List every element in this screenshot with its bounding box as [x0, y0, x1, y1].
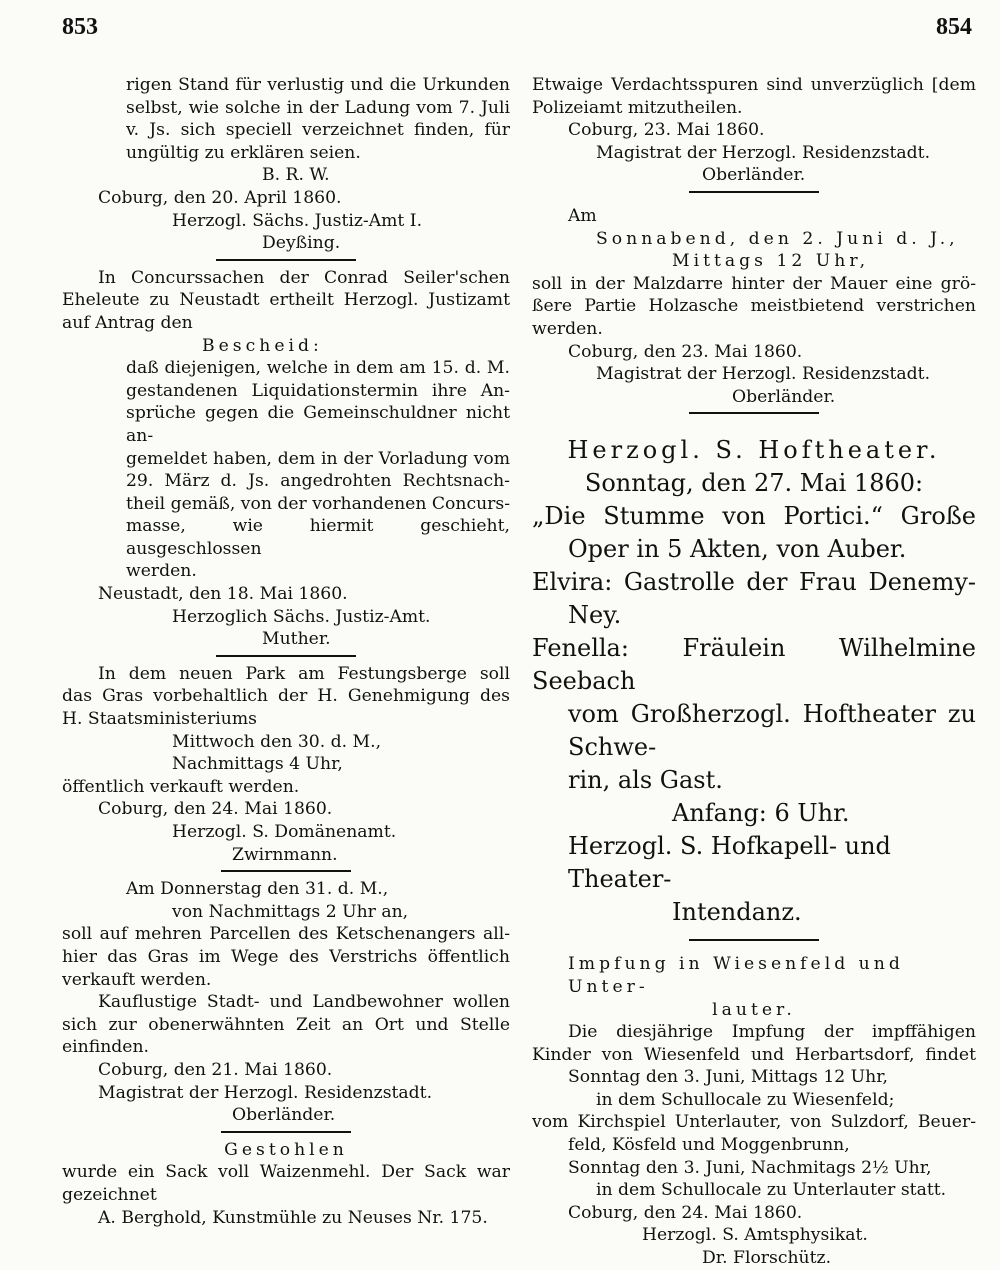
notice-dateline: Coburg, den 24. Mai 1860.	[568, 1202, 803, 1223]
notice-line: vom Kirchspiel Unterlauter, von Sulzdorf, Beuer-	[532, 1112, 976, 1133]
notice-line: gezeichnet	[62, 1184, 157, 1205]
notice-body-line: sprüche gegen die Gemeinschuldner nicht an-	[126, 403, 510, 446]
notice-line: Sonntag den 3. Juni, Nachmitags 2½ Uhr,	[568, 1157, 932, 1178]
notice-grass-ketschenanger	[62, 878, 510, 1127]
notice-dateline: Coburg, den 23. Mai 1860.	[568, 341, 803, 362]
notice-body-line: 29. März d. Js. angedrohten Rechtsnach-	[126, 471, 510, 492]
notice-vaccination	[532, 953, 976, 1269]
notice-loss-of-rights	[62, 74, 510, 255]
theatre-line: vom Großherzogl. Hoftheater zu Schwe-	[568, 700, 976, 762]
page-number-left: 853	[62, 14, 98, 40]
theatre-start: Anfang: 6 Uhr.	[672, 799, 850, 828]
notice-line: H. Staatsministeriums	[62, 709, 257, 730]
notice-authority: Herzogl. Sächs. Justiz-Amt I.	[172, 210, 423, 231]
notice-time: Am Donnerstag den 31. d. M.,	[126, 879, 389, 900]
notice-authority: Magistrat der Herzogl. Residenzstadt.	[596, 142, 931, 163]
notice-authority: Herzogl. S. Amtsphysikat.	[642, 1225, 868, 1246]
notice-dateline: Coburg, 23. Mai 1860.	[568, 120, 765, 141]
notice-line: einfinden.	[62, 1037, 149, 1058]
notice-mark: A. Berghold, Kunstmühle zu Neuses Nr. 175.	[98, 1207, 488, 1228]
notice-line: feld, Kösfeld und Moggenbrunn,	[568, 1135, 850, 1156]
notice-dateline: Coburg, den 24. Mai 1860.	[98, 799, 333, 820]
notice-line: auf Antrag den	[62, 312, 193, 333]
divider	[689, 191, 819, 193]
notice-heading: Gestohlen	[224, 1139, 348, 1160]
notice-line: Etwaige Verdachtsspuren sind unverzüglich [dem	[532, 75, 976, 95]
divider	[216, 655, 356, 657]
notice-line: in dem Schullocale zu Wiesenfeld;	[596, 1089, 895, 1110]
theatre-signature: Herzogl. S. Hofkapell- und Theater-	[568, 832, 891, 894]
right-column	[532, 74, 976, 1270]
notice-heading: Impfung in Wiesenfeld und Unter-	[568, 954, 904, 997]
theatre-date: Sonntag, den 27. Mai 1860:	[584, 469, 924, 498]
divider	[689, 412, 819, 414]
notice-time: Mittwoch den 30. d. M.,	[172, 731, 382, 752]
notice-dateline: Coburg, den 20. April 1860.	[98, 187, 342, 208]
notice-initials: B. R. W.	[262, 165, 330, 186]
theatre-line: Elvira: Gastrolle der Frau Denemy-	[532, 568, 976, 597]
notice-line: Polizeiamt mitzutheilen.	[532, 97, 743, 118]
notice-time: Nachmittags 4 Uhr,	[172, 754, 343, 775]
theatre-line: „Die Stumme von Portici.“ Große	[532, 502, 976, 531]
notice-body-line: theil gemäß, von der vorhandenen Concurs-	[126, 493, 510, 514]
notice-signature: Oberländer.	[702, 165, 806, 186]
notice-line: selbst, wie solche in der Ladung vom 7. Juli	[126, 97, 510, 118]
notice-heading: Bescheid:	[202, 335, 323, 356]
notice-line: In dem neuen Park am Festungsberge soll	[98, 663, 510, 684]
notice-authority: Magistrat der Herzogl. Residenzstadt.	[98, 1082, 433, 1103]
notice-authority: Herzogl. S. Domänenamt.	[172, 822, 397, 842]
notice-line: werden.	[532, 318, 603, 339]
page-number-right: 854	[936, 14, 972, 40]
notice-time: von Nachmittags 2 Uhr an,	[172, 901, 409, 922]
notice-body-line: gemeldet haben, dem in der Vorladung vom	[126, 448, 510, 469]
notice-time: Mittags 12 Uhr,	[672, 251, 870, 272]
notice-line: wurde ein Sack voll Waizenmehl. Der Sack war	[62, 1162, 510, 1183]
notice-body-line: gestandenen Liquidationstermin ihre An-	[126, 380, 510, 401]
notice-authority: Herzoglich Sächs. Justiz-Amt.	[172, 606, 431, 627]
notice-line: v. Js. sich speciell verzeichnet finden, für	[126, 120, 510, 141]
notice-line: Sonntag den 3. Juni, Mittags 12 Uhr,	[568, 1067, 889, 1088]
notice-line: in dem Schullocale zu Unterlauter statt.	[596, 1180, 947, 1201]
notice-signature: Oberländer.	[732, 386, 836, 407]
notice-heading: lauter.	[712, 999, 796, 1020]
notice-line: rigen Stand für verlustig und die Urkunden	[126, 75, 510, 95]
notice-line: öffentlich verkauft werden.	[62, 776, 300, 797]
notice-grass-park	[62, 663, 510, 866]
notice-ash-sale	[532, 205, 976, 408]
notice-signature: Oberländer.	[232, 1105, 336, 1126]
notice-line: sich zur obenerwähnten Zeit an Ort und Stelle	[62, 1014, 510, 1035]
notice-line: verkauft werden.	[62, 969, 212, 990]
notice-bankruptcy	[62, 267, 510, 651]
notice-body-line: werden.	[126, 561, 197, 582]
theatre-line: rin, als Gast.	[568, 766, 723, 795]
divider	[221, 1131, 351, 1133]
divider	[689, 939, 819, 941]
theatre-line: Oper in 5 Akten, von Auber.	[568, 535, 907, 564]
notice-time: Sonnabend, den 2. Juni d. J.,	[596, 228, 959, 249]
notice-signature: Muther.	[262, 629, 331, 650]
notice-line: das Gras vorbehaltlich der H. Genehmigung des	[62, 686, 510, 707]
notice-signature: Dr. Florschütz.	[702, 1248, 832, 1269]
notice-line: Die diesjährige Impfung der impffähigen	[568, 1022, 976, 1043]
theatre-line: Fenella: Fräulein Wilhelmine Seebach	[532, 634, 976, 696]
notice-line: ungültig zu erklären seien.	[126, 142, 361, 163]
theatre-signature: Intendanz.	[672, 898, 802, 927]
notice-line: Eheleute zu Neustadt ertheilt Herzogl. Justizamt	[62, 290, 510, 311]
theatre-title: Herzogl. S. Hoftheater.	[567, 436, 941, 465]
notice-theatre	[532, 434, 976, 929]
notice-body-line: daß diejenigen, welche in dem am 15. d. M.	[126, 358, 510, 379]
notice-line: soll auf mehren Parcellen des Ketschenangers all-	[62, 924, 510, 945]
notice-am: Am	[568, 205, 597, 226]
notice-suspicion	[532, 74, 976, 187]
notice-dateline: Neustadt, den 18. Mai 1860.	[98, 584, 348, 605]
notice-dateline: Coburg, den 21. Mai 1860.	[98, 1059, 333, 1080]
notice-line: Kinder von Wiesenfeld und Herbartsdorf, findet	[532, 1044, 976, 1065]
notice-authority: Magistrat der Herzogl. Residenzstadt.	[596, 364, 931, 385]
notice-body-line: masse, wie hiermit geschieht, ausgeschlossen	[126, 516, 510, 559]
notice-line: hier das Gras im Wege des Verstrichs öffentlich	[62, 946, 510, 967]
theatre-line: Ney.	[568, 601, 622, 630]
notice-line: soll in der Malzdarre hinter der Mauer eine grö-	[532, 273, 976, 294]
notice-line: ßere Partie Holzasche meistbietend verstrichen	[532, 296, 976, 317]
notice-stolen	[62, 1139, 510, 1229]
notice-line: In Concurssachen der Conrad Seiler'schen	[98, 267, 510, 288]
divider	[216, 259, 356, 261]
notice-signature: Deyßing.	[262, 233, 341, 254]
left-column	[62, 74, 510, 1229]
divider	[221, 870, 351, 872]
notice-line: Kauflustige Stadt- und Landbewohner wollen	[98, 992, 510, 1013]
notice-signature: Zwirnmann.	[232, 844, 338, 865]
